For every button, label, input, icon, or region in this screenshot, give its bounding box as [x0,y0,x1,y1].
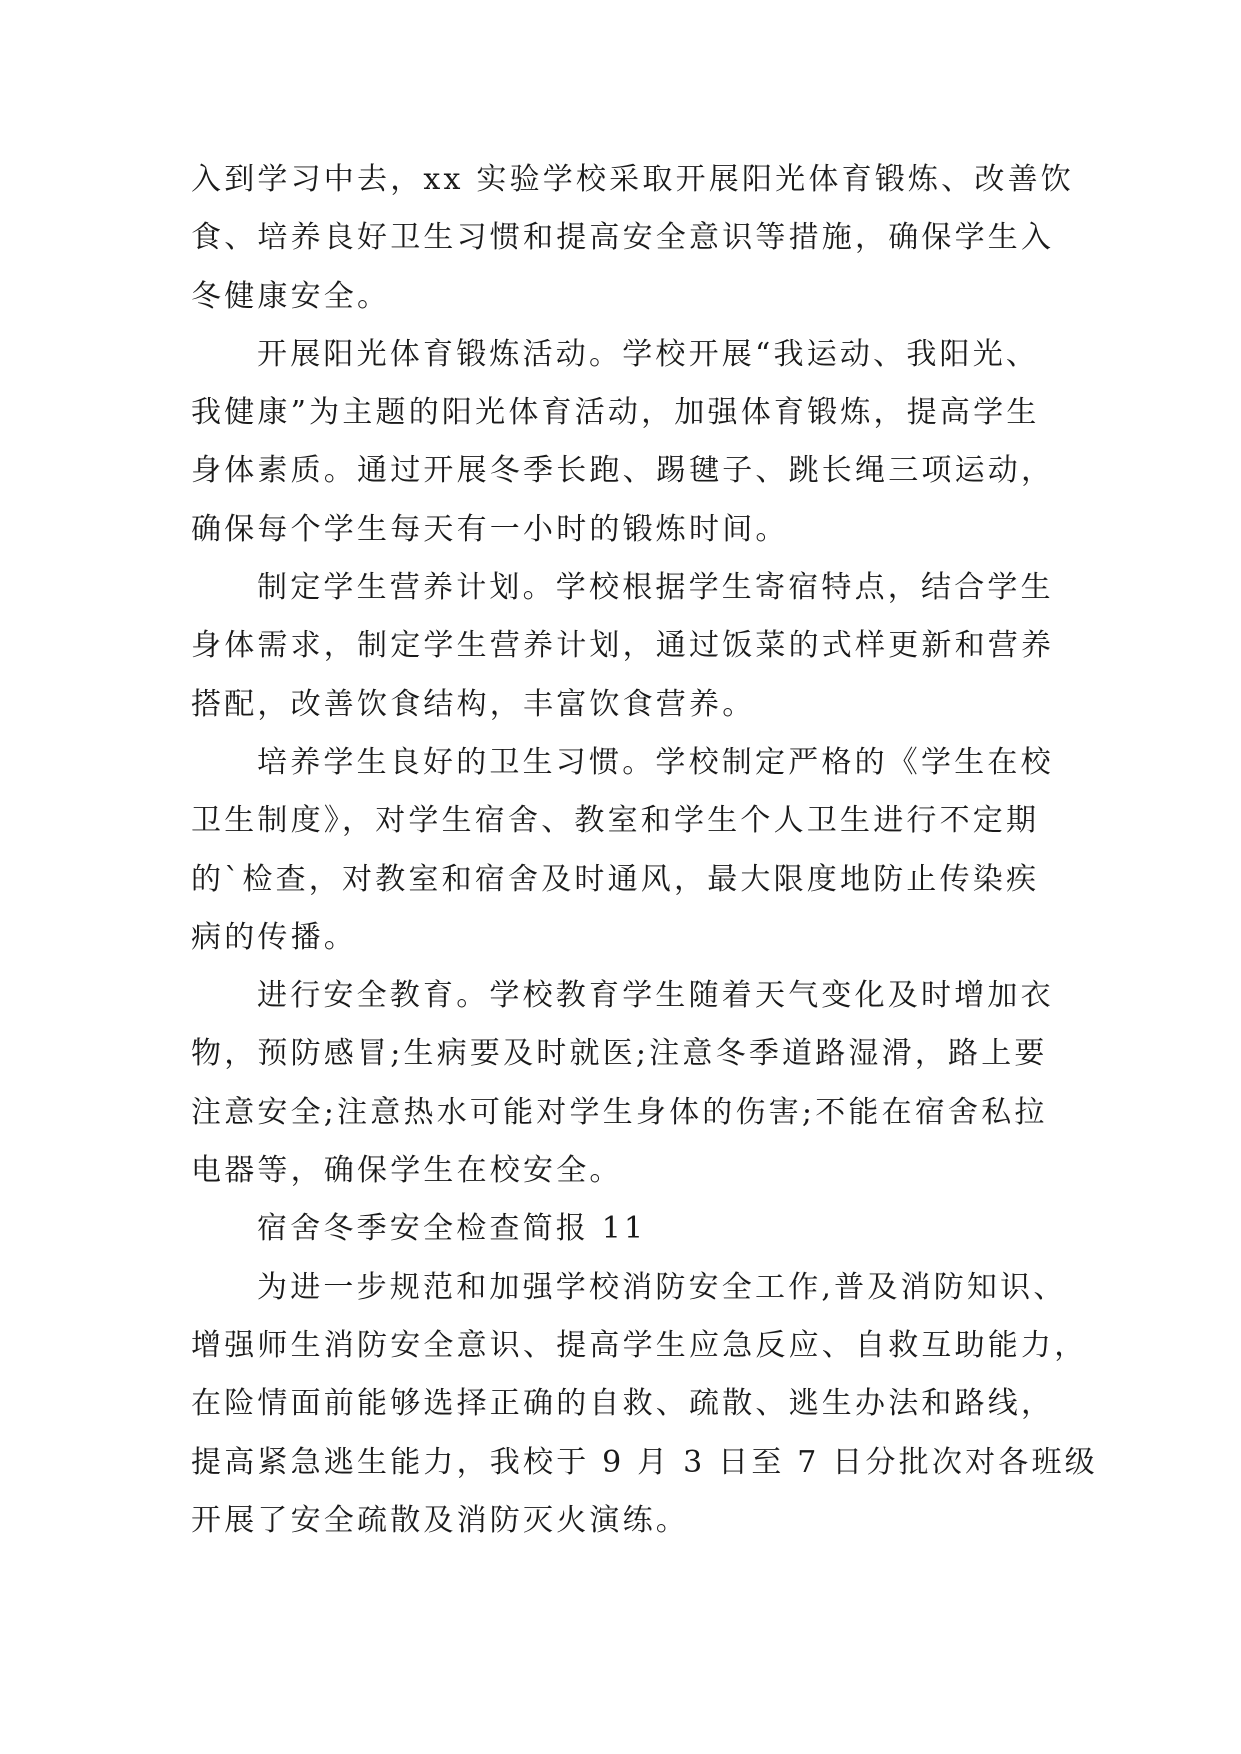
text-line: 电器等，确保学生在校安全。 [191,1153,623,1189]
text-line: 我健康”为主题的阳光体育活动，加强体育锻炼，提高学生 [191,395,1040,431]
text-line: 开展了安全疏散及消防灭火演练。 [191,1502,689,1538]
text-line: 身体需求，制定学生营养计划，通过饭菜的式样更新和营养 [191,628,1055,664]
paragraph-start: 制定学生营养计划。学校根据学生寄宿特点，结合学生 [257,570,1054,606]
text-line: 身体素质。通过开展冬季长跑、踢毽子、跳长绳三项运动， [191,453,1055,489]
text-line: 提高紧急逃生能力，我校于 9 月 3 日至 7 日分批次对各班级 [191,1444,1098,1480]
paragraph-start: 培养学生良好的卫生习惯。学校制定严格的《学生在校 [257,744,1054,780]
text-line: 在险情面前能够选择正确的自救、疏散、逃生办法和路线， [191,1386,1055,1422]
paragraph-start: 为进一步规范和加强学校消防安全工作,普及消防知识、 [257,1269,1067,1305]
paragraph-start: 进行安全教育。学校教育学生随着天气变化及时增加衣 [257,978,1054,1014]
text-line: 入到学习中去，xx 实验学校采取开展阳光体育锻炼、改善饮 [191,162,1074,197]
section-heading: 宿舍冬季安全检查简报 11 [257,1211,647,1247]
text-line: 注意安全;注意热水可能对学生身体的伤害;不能在宿舍私拉 [191,1094,1048,1130]
text-line: 病的传播。 [191,919,357,955]
text-line: 增强师生消防安全意识、提高学生应急反应、自救互助能力， [191,1327,1088,1363]
text-line: 确保每个学生每天有一小时的锻炼时间。 [191,511,789,547]
text-line: 物，预防感冒;生病要及时就医;注意冬季道路湿滑，路上要 [191,1036,1048,1072]
text-line: 搭配，改善饮食结构，丰富饮食营养。 [191,686,756,722]
text-line: 的`检查，对教室和宿舍及时通风，最大限度地防止传染疾 [191,861,1040,897]
text-line: 卫生制度》，对学生宿舍、教室和学生个人卫生进行不定期 [191,803,1040,839]
text-line: 冬健康安全。 [191,278,391,314]
paragraph-start: 开展阳光体育锻炼活动。学校开展“我运动、我阳光、 [257,336,1040,372]
text-line: 食、培养良好卫生习惯和提高安全意识等措施，确保学生入 [191,220,1055,256]
document-page [191,151,1098,1550]
